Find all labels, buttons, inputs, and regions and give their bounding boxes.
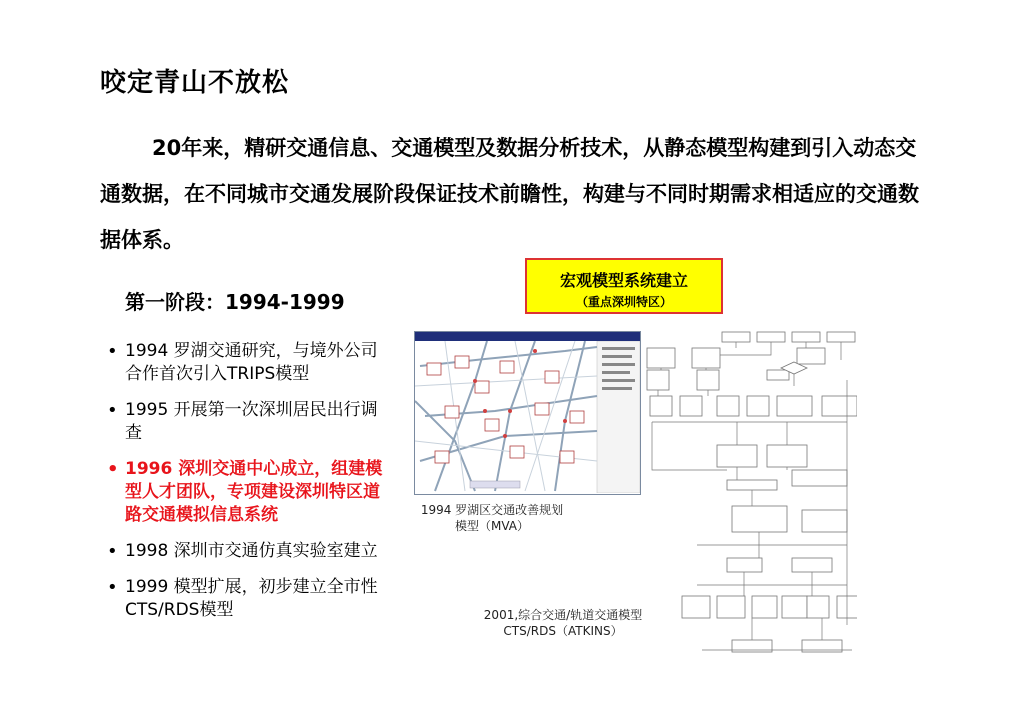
page-title: 咬定青山不放松 — [100, 68, 290, 98]
intro-text: 20年来，精研交通信息、交通模型及数据分析技术，从静态模型构建到引入动态交通数据，在不同城市交通发展阶段保证技术前瞻性，构建与不同时期需求相适应的交通数据体系。 — [100, 136, 919, 252]
network-model-screenshot — [414, 331, 641, 495]
stage-heading: 第一阶段：1994-1999 — [125, 290, 345, 314]
callout-box — [525, 258, 723, 314]
model-flowchart — [642, 330, 857, 655]
timeline-item: • 1995 开展第一次深圳居民出行调查 — [105, 399, 390, 445]
road-network-map — [415, 341, 640, 493]
map-caption: 1994 罗湖区交通改善规划模型（MVA） — [420, 503, 564, 533]
flowchart-caption: 2001,综合交通/轨道交通模型CTS/RDS（ATKINS） — [483, 608, 643, 638]
timeline-item-highlighted: • 1996 深圳交通中心成立，组建模型人才团队，专项建设深圳特区道路交通模拟信息系统 — [105, 458, 390, 527]
intro-paragraph — [100, 125, 930, 263]
callout-subtitle: （重点深圳特区） — [575, 295, 672, 309]
timeline-item: • 1999 模型扩展，初步建立全市性CTS/RDS模型 — [105, 576, 390, 622]
timeline-list — [105, 340, 390, 635]
timeline-item: • 1998 深圳市交通仿真实验室建立 — [105, 540, 390, 563]
timeline-item: • 1994 罗湖交通研究，与境外公司合作首次引入TRIPS模型 — [105, 340, 390, 386]
screenshot-titlebar — [415, 332, 640, 341]
callout-title: 宏观模型系统建立 — [559, 271, 688, 290]
